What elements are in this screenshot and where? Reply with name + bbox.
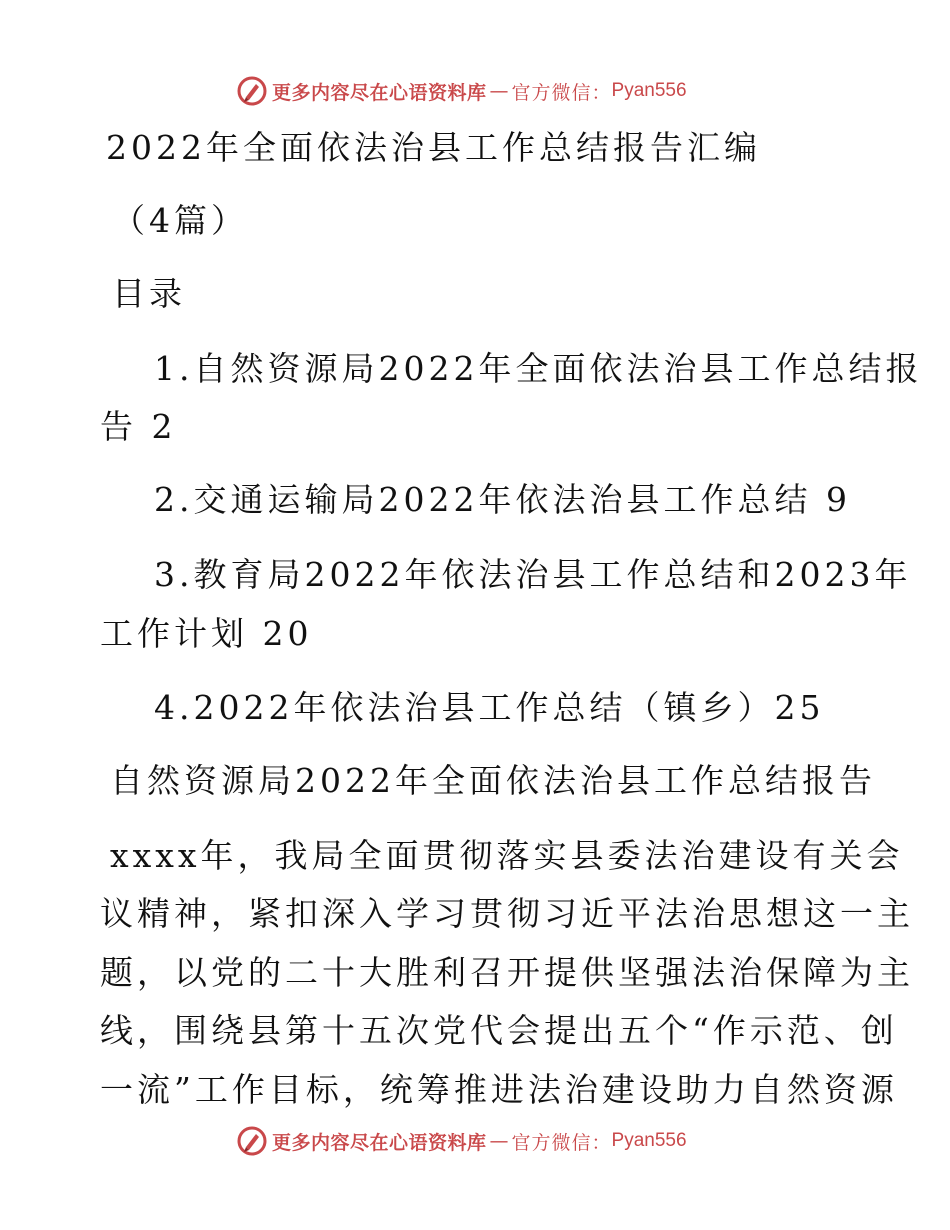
document-title: 2022年全面依法治县工作总结报告汇编	[106, 128, 761, 167]
section-title: 自然资源局2022年全面依法治县工作总结报告	[110, 761, 876, 800]
toc-item-4: 4.2022年依法治县工作总结（镇乡）25	[154, 688, 825, 727]
toc-item-2: 2.交通运输局2022年依法治县工作总结 9	[154, 480, 851, 519]
document-subtitle: （4篇）	[112, 201, 248, 240]
toc-item-1: 1.自然资源局2022年全面依法治县工作总结报	[154, 349, 923, 388]
body-paragraph-line: xxxx年，我局全面贯彻落实县委法治建设有关会	[110, 836, 904, 875]
body-paragraph-line: 议精神，紧扣深入学习贯彻习近平法治思想这一主	[100, 894, 914, 933]
watermark-separator: —	[489, 80, 509, 102]
body-paragraph-line: 一流”工作目标，统筹推进法治建设助力自然资源	[100, 1070, 898, 1109]
body-paragraph-line: 题，以党的二十大胜利召开提供坚强法治保障为主	[100, 953, 914, 992]
watermark-header	[236, 74, 687, 108]
watermark-site-name: 更多内容尽在心语资料库	[272, 81, 487, 104]
pen-logo-icon	[236, 1125, 268, 1157]
watermark-footer	[236, 1124, 687, 1158]
body-paragraph-line: 线，围绕县第十五次党代会提出五个“作示范、创	[100, 1011, 898, 1050]
watermark-wechat-label: 官方微信：	[511, 81, 612, 104]
watermark-separator: —	[489, 1130, 509, 1152]
watermark-wechat-id: Pyan556	[611, 80, 687, 101]
toc-item-3: 3.教育局2022年依法治县工作总结和2023年	[154, 555, 912, 594]
toc-item-1-cont: 告 2	[100, 407, 177, 446]
pen-logo-icon	[236, 75, 268, 107]
watermark-wechat-label: 官方微信：	[511, 1131, 612, 1154]
toc-heading: 目录	[112, 274, 186, 313]
watermark-wechat-id: Pyan556	[611, 1130, 687, 1151]
toc-item-3-cont: 工作计划 20	[100, 614, 313, 653]
watermark-site-name: 更多内容尽在心语资料库	[272, 1131, 487, 1154]
